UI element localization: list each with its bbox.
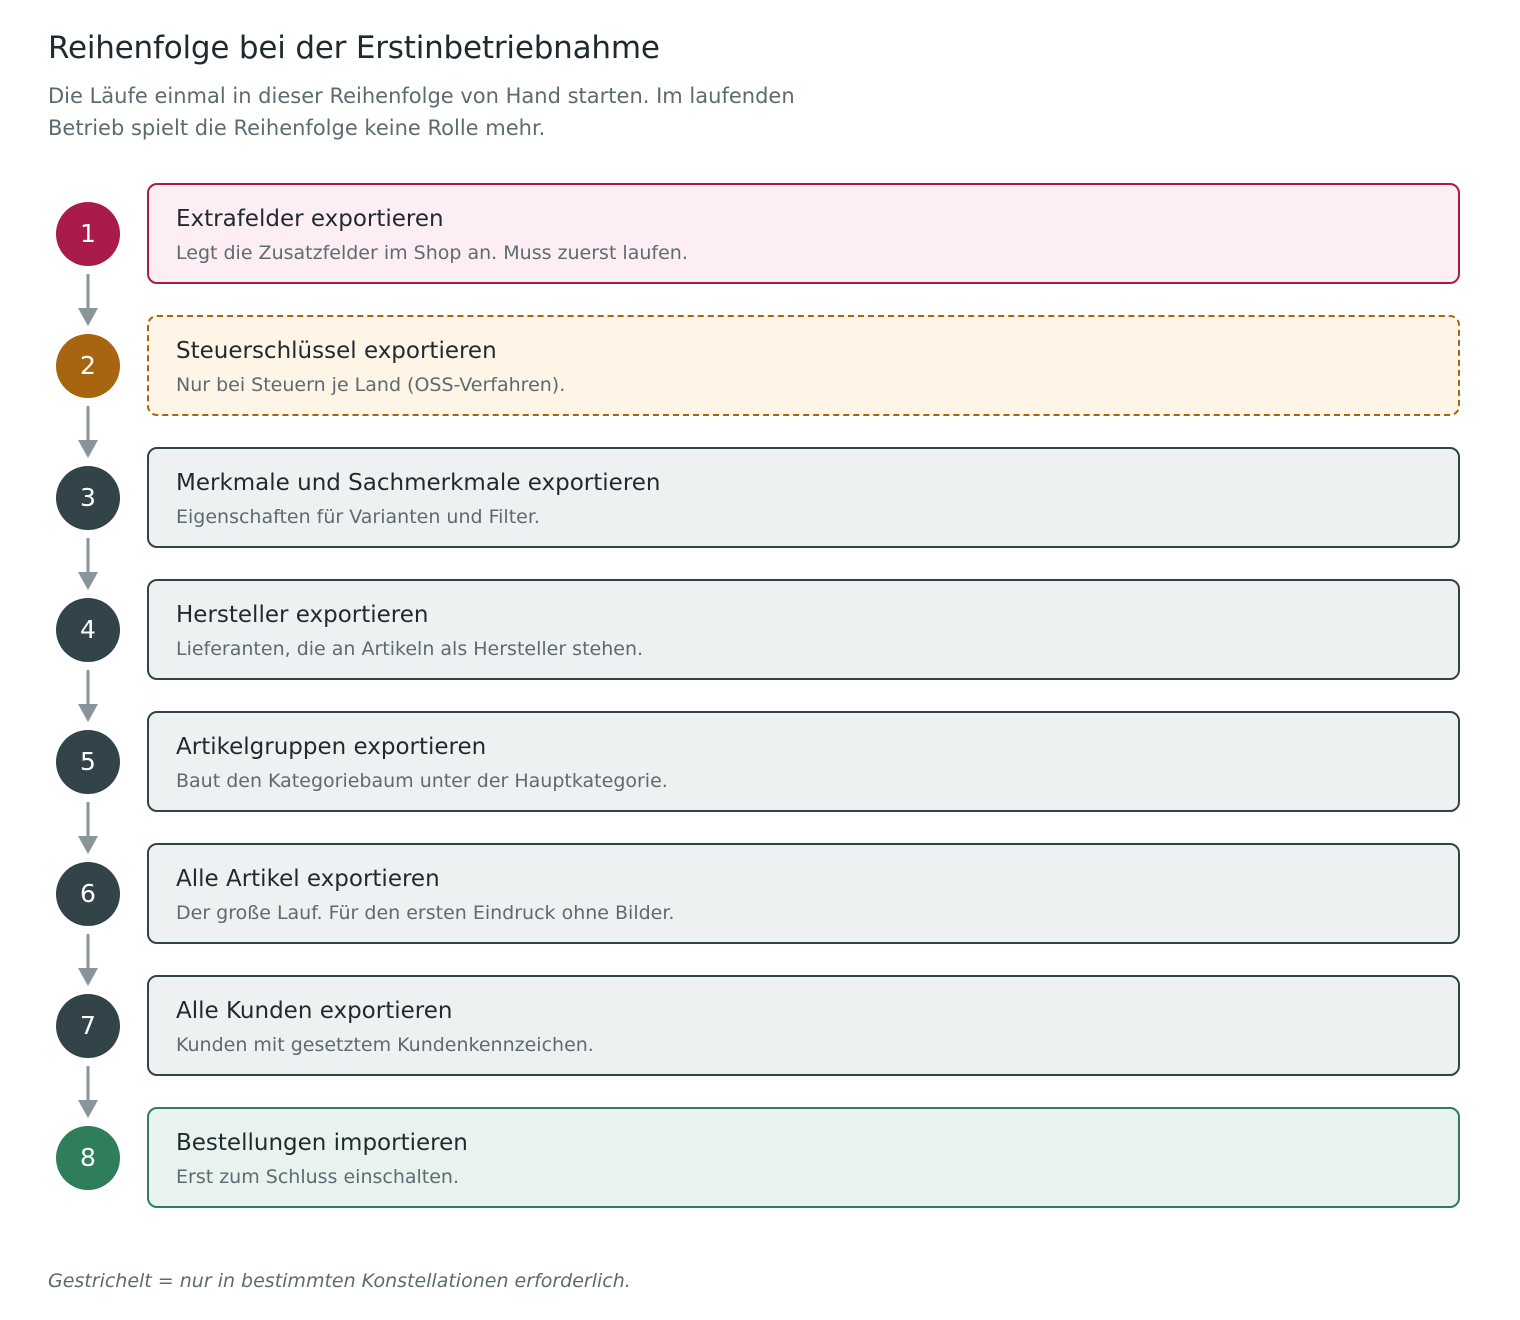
step-card <box>147 843 1460 944</box>
step-title: Alle Kunden exportieren <box>176 998 453 1024</box>
step-number-badge: 1 <box>56 202 120 266</box>
legend-footnote: Gestrichelt = nur in bestimmten Konstellationen erforderlich. <box>48 1270 631 1292</box>
page-title: Reihenfolge bei der Erstinbetriebnahme <box>48 30 660 66</box>
step-description: Kunden mit gesetztem Kundenkennzeichen. <box>176 1034 594 1056</box>
step-card <box>147 1107 1460 1208</box>
arrow-down-icon <box>78 802 98 856</box>
step-number-badge: 8 <box>56 1126 120 1190</box>
arrow-down-icon <box>78 538 98 592</box>
step-card <box>147 711 1460 812</box>
step-title: Bestellungen importieren <box>176 1130 468 1156</box>
step-number-badge: 7 <box>56 994 120 1058</box>
arrow-down-icon <box>78 934 98 988</box>
arrow-down-icon <box>78 406 98 460</box>
step-card <box>147 447 1460 548</box>
step-title: Artikelgruppen exportieren <box>176 734 487 760</box>
step-card <box>147 183 1460 284</box>
step-card <box>147 579 1460 680</box>
step-number-badge: 3 <box>56 466 120 530</box>
step-number-badge: 2 <box>56 334 120 398</box>
step-title: Alle Artikel exportieren <box>176 866 440 892</box>
step-title: Merkmale und Sachmerkmale exportieren <box>176 470 661 496</box>
step-card <box>147 975 1460 1076</box>
step-card <box>147 315 1460 416</box>
step-description: Nur bei Steuern je Land (OSS-Verfahren). <box>176 374 566 396</box>
step-title: Extrafelder exportieren <box>176 206 444 232</box>
step-title: Steuerschlüssel exportieren <box>176 338 497 364</box>
arrow-down-icon <box>78 1066 98 1120</box>
step-number-badge: 5 <box>56 730 120 794</box>
step-number-badge: 6 <box>56 862 120 926</box>
step-description: Legt die Zusatzfelder im Shop an. Muss zuerst laufen. <box>176 242 688 264</box>
step-description: Baut den Kategoriebaum unter der Hauptkategorie. <box>176 770 668 792</box>
step-description: Erst zum Schluss einschalten. <box>176 1166 460 1188</box>
step-description: Der große Lauf. Für den ersten Eindruck ohne Bilder. <box>176 902 675 924</box>
arrow-down-icon <box>78 274 98 328</box>
step-description: Lieferanten, die an Artikeln als Hersteller stehen. <box>176 638 644 660</box>
step-description: Eigenschaften für Varianten und Filter. <box>176 506 540 528</box>
step-number-badge: 4 <box>56 598 120 662</box>
page-subtitle: Die Läufe einmal in dieser Reihenfolge von Hand starten. Im laufenden Betrieb spielt die Reihenfolge keine Rolle mehr. <box>48 84 795 140</box>
step-title: Hersteller exportieren <box>176 602 429 628</box>
arrow-down-icon <box>78 670 98 724</box>
